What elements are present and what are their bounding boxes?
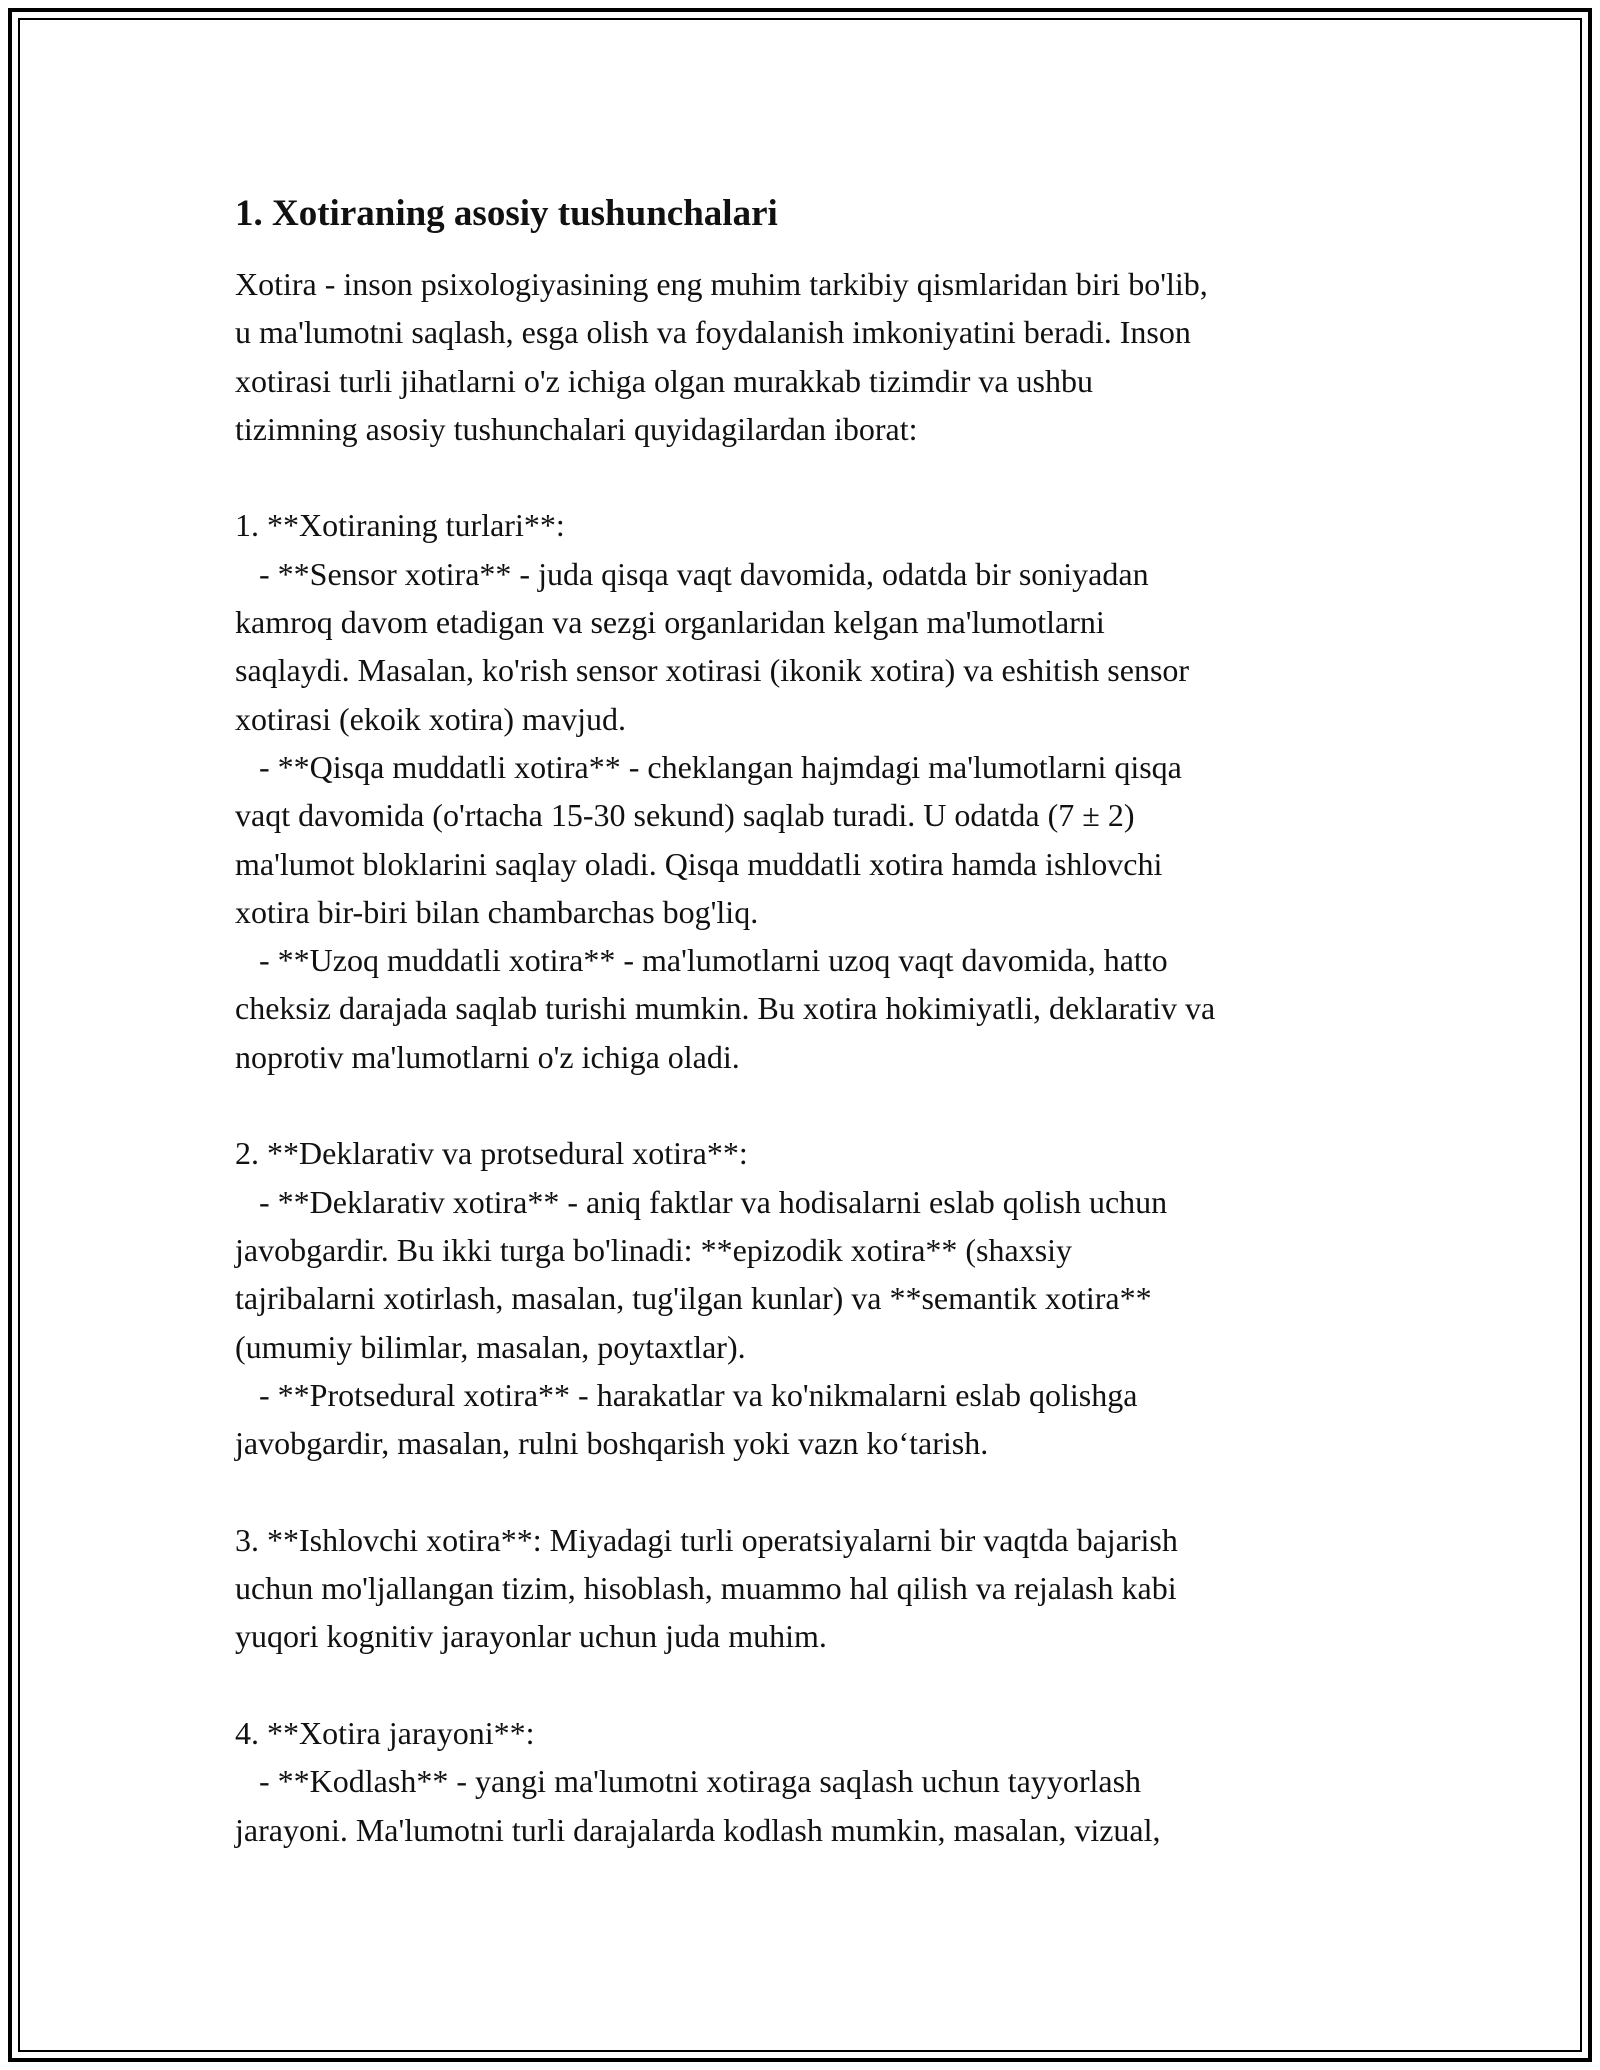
document-body-text: Xotira - inson psixologiyasining eng muhim tarkibiy qismlaridan biri bo'lib, u ma'lumotni saqlash, esga olish va foydalanish imkoniyatini beradi. Inson xotirasi turli jihatlarni o'z ichiga olgan murakkab tizimdir va ushbu tizimning asosiy tushunchalari quyidagilardan iborat: 1. **Xotiraning turlari**: - **Sensor xotira** - juda qisqa vaqt davomida, odatda bir soniyadan kamroq davom etadigan va sezgi organlaridan kelgan ma'lumotlarni saqlaydi. Masalan, ko'rish sensor xotirasi (ikonik xotira) va eshitish sensor xotirasi (ekoik xotira) mavjud. - **Qisqa muddatli xotira** - cheklangan hajmdagi ma'lumotlarni qisqa vaqt davomida (o'rtacha 15-30 sekund) saqlab turadi. U odatda (7 ± 2) ma'lumot bloklarini saqlay oladi. Qisqa muddatli xotira hamda ishlovchi xotira bir-biri bilan chambarchas bog'liq. - **Uzoq muddatli xotira** - ma'lumotlarni uzoq vaqt davomida, hatto cheksiz darajada saqlab turishi mumkin. Bu xotira hokimiyatli, deklarativ va noprotiv ma'lumotlarni o'z ichiga oladi. 2. **Deklarativ va protsedural xotira**: - **Deklarativ xotira** - aniq faktlar va hodisalarni eslab qolish uchun javobgardir. Bu ikki turga bo'linadi: **epizodik xotira** (shaxsiy tajribalarni xotirlash, masalan, tug'ilgan kunlar) va **semantik xotira** (umumiy bilimlar, masalan, poytaxtlar). - **Protsedural xotira** - harakatlar va ko'nikmalarni eslab qolishga javobgardir, masalan, rulni boshqarish yoki vazn ko‘tarish. 3. **Ishlovchi xotira**: Miyadagi turli operatsiyalarni bir vaqtda bajarish uchun mo'ljallangan tizim, hisoblash, muammo hal qilish va rejalash kabi yuqori kognitiv jarayonlar uchun juda muhim. 4. **Xotira jarayoni**: - **Kodlash** - yangi ma'lumotni xotiraga saqlash uchun tayyorlash jarayoni. Ma'lumotni turli darajalarda kodlash mumkin, masalan, vizual,: [235, 266, 1216, 1848]
document-title: 1. Xotiraning asosiy tushunchalari: [235, 193, 778, 234]
document-content: [235, 190, 1385, 1854]
